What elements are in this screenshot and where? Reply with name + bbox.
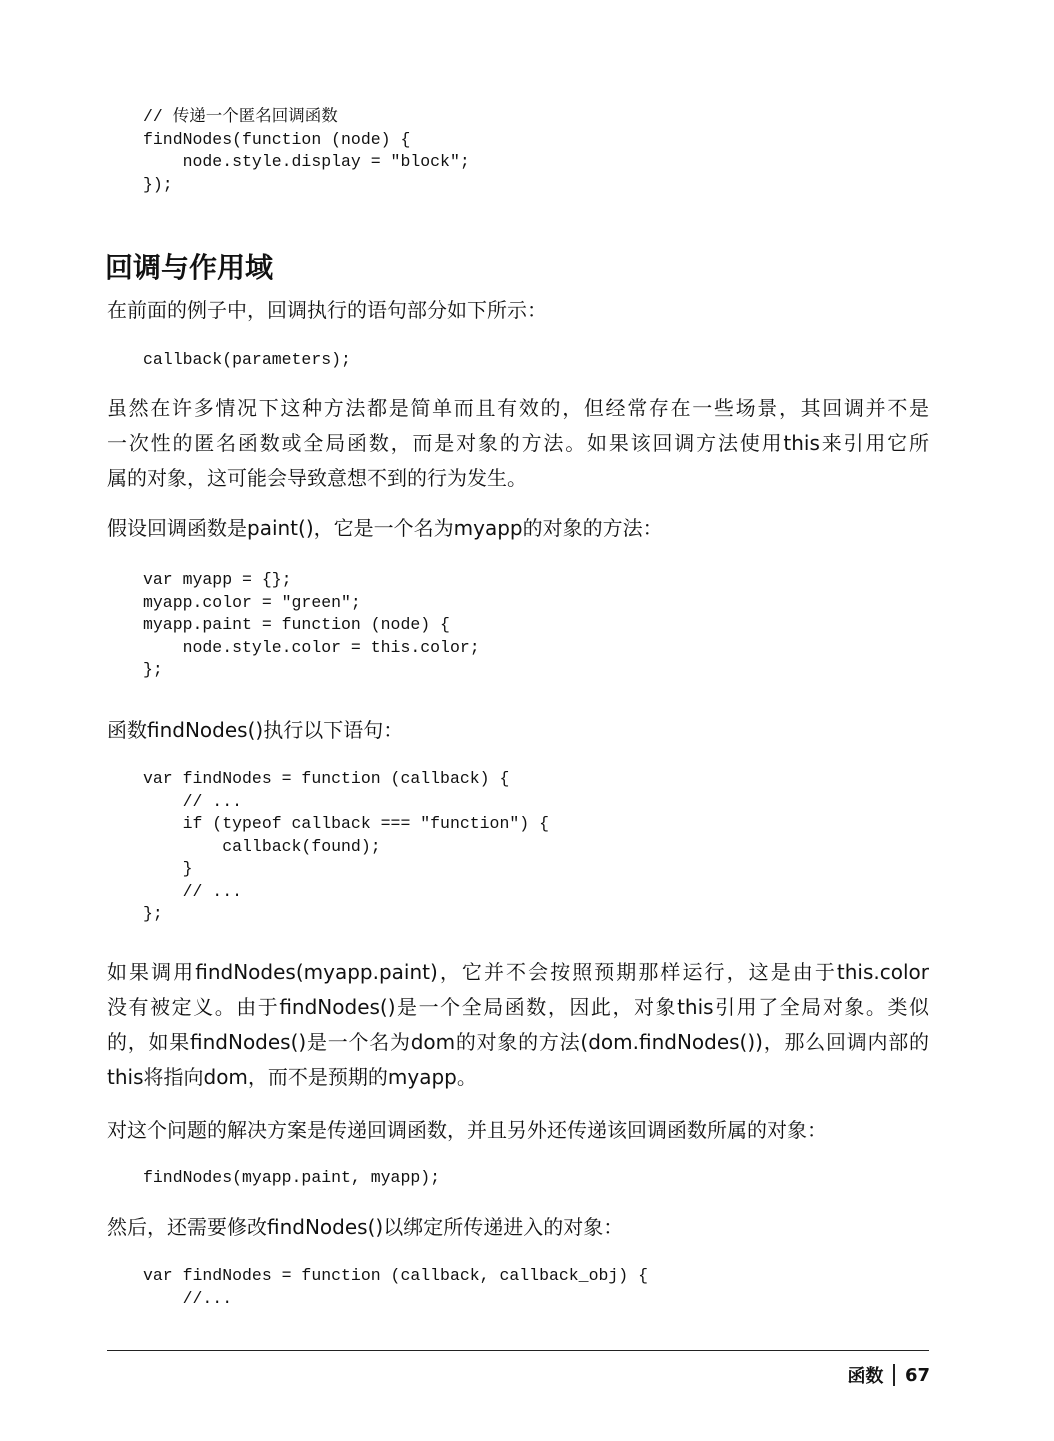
footer-separator [893, 1364, 895, 1386]
text-line: 虽然在许多情况下这种方法都是简单而且有效的，但经常存在一些场景，其回调并不是 [107, 396, 929, 420]
code-line: var findNodes = function (callback, callback_obj) { [143, 1266, 648, 1285]
code-line: node.style.display = "block"; [143, 152, 470, 171]
footer-divider [107, 1350, 929, 1351]
footer-section: 函数 [847, 1366, 884, 1387]
code-block-callback-call [143, 349, 351, 372]
code-line: }; [143, 904, 163, 923]
paragraph-paint [107, 511, 929, 546]
text-line: 假设回调函数是paint()，它是一个名为myapp的对象的方法： [107, 516, 663, 540]
code-line: // ... [143, 791, 243, 811]
code-block-anonymous-callback [143, 106, 470, 196]
text-line: 对这个问题的解决方案是传递回调函数，并且另外还传递该回调函数所属的对象： [107, 1118, 827, 1142]
page-number: 67 [904, 1364, 930, 1386]
code-block-findnodes-bind [143, 1265, 648, 1310]
code-block-myapp [143, 569, 480, 682]
code-line: // 传递一个匿名回调函数 [143, 107, 338, 126]
paragraph-findnodes [107, 713, 929, 748]
code-line: var myapp = {}; [143, 570, 292, 589]
paragraph-solution [107, 1113, 929, 1148]
code-line: findNodes(myapp.paint, myapp); [143, 1168, 441, 1187]
text-line: this将指向dom，而不是预期的myapp。 [107, 1065, 477, 1089]
code-line: findNodes(function (node) { [143, 129, 411, 149]
page-footer [847, 1362, 930, 1388]
section-heading: 回调与作用域 [105, 251, 274, 284]
code-line: } [143, 859, 193, 878]
text-line: 的，如果findNodes()是一个名为dom的对象的方法(dom.findNodes())，那么回调内部的 [107, 1030, 929, 1054]
text-line: 属的对象，这可能会导致意想不到的行为发生。 [107, 466, 527, 490]
text-line: 如果调用findNodes(myapp.paint)，它并不会按照预期那样运行，这是由于this.color [107, 960, 929, 984]
code-line: callback(found); [143, 836, 381, 856]
paragraph-intro [107, 293, 929, 328]
paragraph-problem [107, 391, 929, 496]
code-block-findnodes [143, 768, 549, 926]
code-line: callback(parameters); [143, 350, 351, 369]
code-line: myapp.color = "green"; [143, 592, 361, 612]
code-line: }); [143, 174, 173, 194]
code-line: //... [143, 1288, 233, 1308]
code-block-findnodes-call [143, 1167, 440, 1190]
text-line: 在前面的例子中，回调执行的语句部分如下所示： [107, 298, 547, 322]
paragraph-explanation [107, 955, 929, 1095]
code-line: if (typeof callback === "function") { [143, 814, 549, 833]
code-line: myapp.paint = function (node) { [143, 615, 450, 634]
text-line: 没有被定义。由于findNodes()是一个全局函数，因此，对象this引用了全局对象。类似 [107, 995, 929, 1019]
text-line: 函数findNodes()执行以下语句： [107, 718, 404, 742]
code-line: node.style.color = this.color; [143, 637, 480, 657]
text-line: 一次性的匿名函数或全局函数，而是对象的方法。如果该回调方法使用this来引用它所 [107, 431, 929, 455]
text-line: 然后，还需要修改findNodes()以绑定所传递进入的对象： [107, 1215, 624, 1239]
code-line: // ... [143, 881, 243, 901]
code-line: }; [143, 660, 163, 679]
code-line: var findNodes = function (callback) { [143, 769, 510, 788]
paragraph-modify [107, 1210, 929, 1245]
